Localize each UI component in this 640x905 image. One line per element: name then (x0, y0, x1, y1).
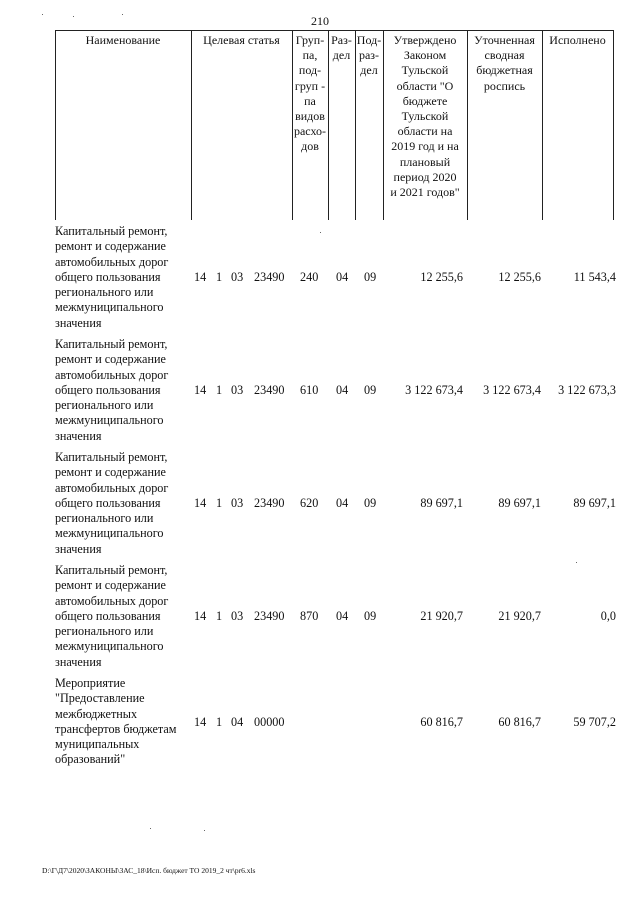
section-code: 04 (336, 270, 349, 284)
executed-value: 3 122 673,3 (558, 383, 616, 397)
target-code: 23490 (254, 609, 285, 623)
target-subprogram: 1 (216, 383, 223, 397)
target-program: 14 (194, 383, 207, 397)
target-activity: 03 (231, 383, 244, 397)
subsection-code: 09 (364, 496, 377, 510)
target-program: 14 (194, 270, 207, 284)
scan-speck (42, 14, 43, 15)
refined-value: 12 255,6 (498, 270, 541, 284)
approved-value: 12 255,6 (420, 270, 463, 284)
row-name: Капитальный ремонт, ремонт и содержание автомобильных дорог общего пользования регионального или межмуниципального значения (55, 337, 169, 443)
target-code: 23490 (254, 383, 285, 397)
target-subprogram: 1 (216, 609, 223, 623)
target-subprogram: 1 (216, 715, 223, 729)
target-activity: 04 (231, 715, 244, 729)
target-program: 14 (194, 609, 207, 623)
section-code: 04 (336, 496, 349, 510)
header-approved: Утверждено Законом Тульской области "О бюджете Тульской области на 2019 год и на плановый период 2020 и 2021 годов" (390, 33, 460, 200)
group-code: 610 (300, 383, 319, 397)
table-header (55, 30, 613, 220)
row-name: Капитальный ремонт, ремонт и содержание автомобильных дорог общего пользования регионального или межмуниципального значения (55, 450, 169, 556)
header-group: Груп- па, под- груп - па видов расхо- дов (293, 33, 327, 154)
page-number: 210 (311, 14, 329, 28)
header-section: Раз- дел (331, 33, 352, 63)
header-target: Целевая статья (203, 33, 280, 47)
table-row (0, 224, 640, 332)
scan-speck (320, 232, 321, 233)
file-path-footer: D:\Г\Д7\2020\ЗАКОНЫ\ЗАС_18\Исп. бюджет ТО 2019_2 чт\pr6.xls (42, 866, 256, 875)
executed-value: 0,0 (600, 609, 616, 623)
target-code: 23490 (254, 496, 285, 510)
approved-value: 21 920,7 (420, 609, 463, 623)
target-subprogram: 1 (216, 496, 223, 510)
approved-value: 60 816,7 (420, 715, 463, 729)
executed-value: 59 707,2 (573, 715, 616, 729)
header-divider (55, 30, 56, 220)
row-name: Мероприятие "Предоставление межбюджетных трансфертов бюджетам муниципальных образований" (55, 676, 177, 767)
scan-speck (576, 562, 577, 563)
table-row (0, 450, 640, 558)
refined-value: 3 122 673,4 (483, 383, 541, 397)
target-subprogram: 1 (216, 270, 223, 284)
section-code: 04 (336, 609, 349, 623)
target-activity: 03 (231, 609, 244, 623)
header-divider (542, 30, 543, 220)
group-code: 620 (300, 496, 319, 510)
target-program: 14 (194, 496, 207, 510)
target-activity: 03 (231, 270, 244, 284)
scan-speck (204, 830, 205, 831)
table-row (0, 337, 640, 445)
executed-value: 89 697,1 (573, 496, 616, 510)
header-divider (191, 30, 192, 220)
target-activity: 03 (231, 496, 244, 510)
subsection-code: 09 (364, 270, 377, 284)
subsection-code: 09 (364, 609, 377, 623)
scan-speck (122, 14, 123, 15)
executed-value: 11 543,4 (573, 270, 616, 284)
refined-value: 21 920,7 (498, 609, 541, 623)
target-program: 14 (194, 715, 207, 729)
refined-value: 89 697,1 (498, 496, 541, 510)
header-refined: Уточненная сводная бюджетная роспись (474, 33, 535, 93)
table-row (0, 563, 640, 671)
header-divider (613, 30, 614, 220)
section-code: 04 (336, 383, 349, 397)
header-name: Наименование (85, 33, 161, 47)
scan-speck (73, 16, 74, 17)
approved-value: 89 697,1 (420, 496, 463, 510)
group-code: 240 (300, 270, 319, 284)
table-row (0, 676, 640, 771)
row-name: Капитальный ремонт, ремонт и содержание автомобильных дорог общего пользования регионального или межмуниципального значения (55, 224, 169, 330)
header-top-border (55, 30, 613, 31)
header-executed: Исполнено (549, 33, 606, 47)
subsection-code: 09 (364, 383, 377, 397)
approved-value: 3 122 673,4 (405, 383, 463, 397)
scan-speck (150, 828, 151, 829)
refined-value: 60 816,7 (498, 715, 541, 729)
target-code: 00000 (254, 715, 285, 729)
target-code: 23490 (254, 270, 285, 284)
header-subsection: Под- раз- дел (356, 33, 382, 78)
row-name: Капитальный ремонт, ремонт и содержание автомобильных дорог общего пользования регионального или межмуниципального значения (55, 563, 169, 669)
group-code: 870 (300, 609, 319, 623)
